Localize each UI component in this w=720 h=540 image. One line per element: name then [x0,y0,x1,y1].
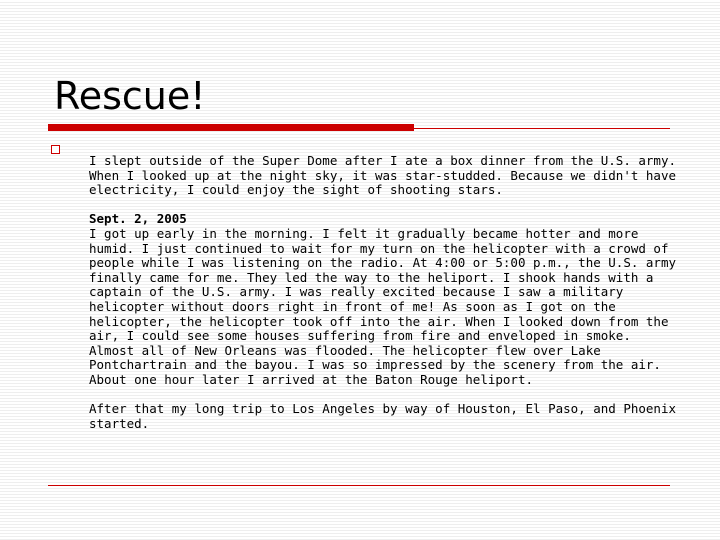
hollow-square-bullet-icon [51,145,60,154]
paragraph-trip-start: After that my long trip to Los Angeles by way of Houston, El Paso, and Phoenix started. [89,401,676,431]
footer-rule [48,485,670,486]
date-heading: Sept. 2, 2005 [89,211,187,227]
title-underline-thin [414,128,670,129]
paragraph-helicopter-rescue: I got up early in the morning. I felt it gradually became hotter and more humid. I just continued to wait for my turn on the helicopter with a crowd of people while I was listening on the radio. At 4:00 or 5:00 p.m., the U.S. army finally came for me. They led the way to the heliport. I shook hands with a captain of the U.S. army. I was really excited because I saw a military helicopter without doors right in front of me! As soon as I got on the helicopter, the helicopter took off into the air. When I looked down from the air, I could see some houses suffering from fire and enveloped in smoke. Almost all of New Orleans was flooded. The helicopter flew over Lake Pontchartrain and the bayou. I was so impressed by the scenery from the air. About one hour later I arrived at the Baton Rouge heliport. [89,225,676,387]
slide-title: Rescue! [54,74,206,118]
paragraph-super-dome: I slept outside of the Super Dome after I ate a box dinner from the U.S. army. When I looked up at the night sky, it was star-studded. Because we didn't have electricity, I could enjoy the sight of shooting stars. [89,153,676,198]
slide-body [89,154,679,446]
title-underline-thick [48,124,414,131]
